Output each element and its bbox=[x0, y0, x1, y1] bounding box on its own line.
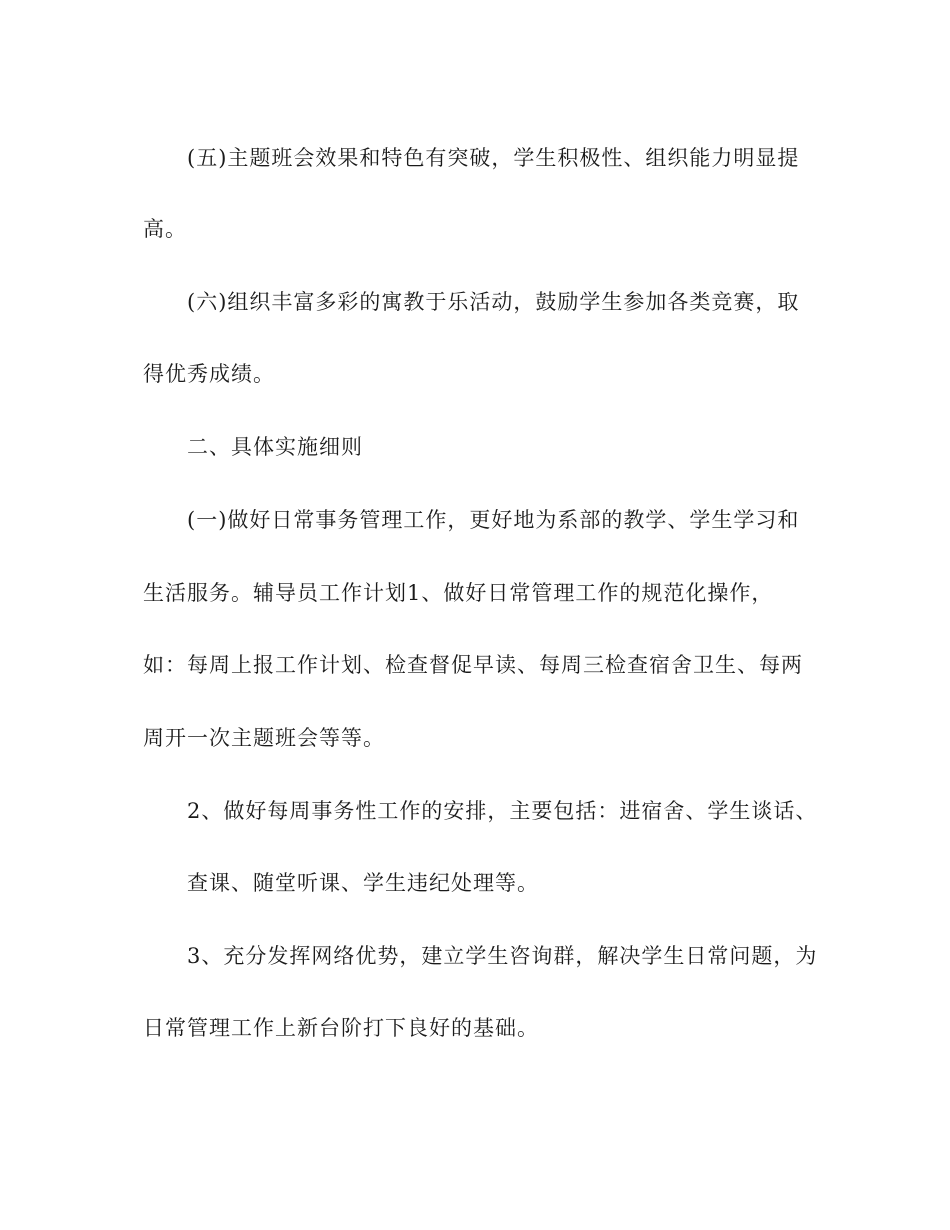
paragraph-1-line-3: 如：每周上报工作计划、检查督促早读、每周三检查宿舍卫生、每两 bbox=[143, 653, 803, 677]
item-2-line-1: 2、做好每周事务性工作的安排，主要包括：进宿舍、学生谈话、 bbox=[187, 799, 818, 823]
paragraph-1-line-1: (一)做好日常事务管理工作，更好地为系部的教学、学生学习和 bbox=[187, 508, 800, 532]
paragraph-6-line-1: (六)组织丰富多彩的寓教于乐活动，鼓励学生参加各类竞赛，取 bbox=[187, 290, 800, 314]
paragraph-1-line-4: 周开一次主题班会等等。 bbox=[143, 726, 385, 750]
section-heading: 二、具体实施细则 bbox=[187, 435, 363, 459]
item-3-line-1: 3、充分发挥网络优势，建立学生咨询群，解决学生日常问题，为 bbox=[187, 944, 818, 968]
paragraph-1-line-2: 生活服务。辅导员工作计划1、做好日常管理工作的规范化操作， bbox=[143, 581, 774, 605]
paragraph-5-line-1: (五)主题班会效果和特色有突破，学生积极性、组织能力明显提 bbox=[187, 146, 800, 170]
item-2-line-2: 查课、随堂听课、学生违纪处理等。 bbox=[187, 871, 539, 895]
item-3-line-2: 日常管理工作上新台阶打下良好的基础。 bbox=[143, 1016, 539, 1040]
paragraph-5-line-2: 高。 bbox=[143, 217, 187, 241]
paragraph-6-line-2: 得优秀成绩。 bbox=[143, 362, 275, 386]
